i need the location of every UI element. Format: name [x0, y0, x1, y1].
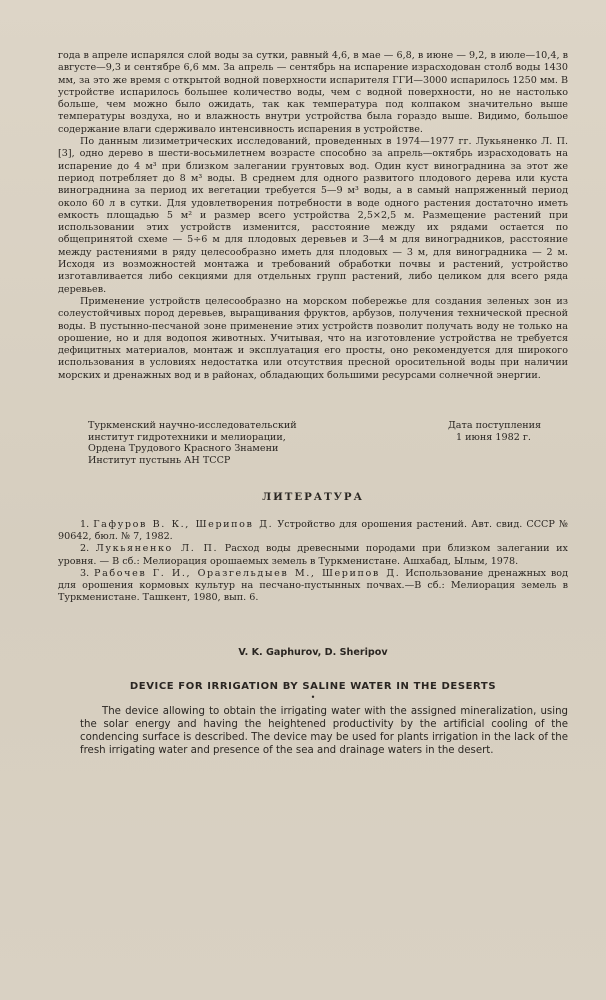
- body-paragraph-2: По данным лизиметрических исследований, проведенных в 1974—1977 гг. Лукьяненко Л. П. [3], одно дерево в шести-восьмилетнем возрасте способно за апрель—октябрь израсходовать на испарение до 4 м³ при близком залегании грунтовых вод. Один куст винограднина за этот же период потребляет до 8 м³ воды. В среднем для одного развитого плодового дерева или куста винограднина за период их вегетации требуется 5—9 м³ воды, а в самый напряженный период около 60 л в сутки. Для удовлетворения потребности в воде одного растения достаточно иметь емкость площадью 5 м² и размер всего устройства 2,5×2,5 м. Размещение растений при использовании этих устройств изменится, расстояние между их рядами остается по общепринятой схеме — 5÷6 м для плодовых деревьев и 3—4 м для виноградников, расстояние между растениями в ряду целесообразно иметь для плодовых — 3 м, для виноградника — 2 м. Исходя из возможностей монтажа и требований обработки почвы и растений, устройство изготавливается либо секциями для отдельных групп растений, либо целиком для всего ряда деревьев.: [58, 136, 568, 295]
- separator-dot: •: [310, 693, 316, 703]
- english-title: DEVICE FOR IRRIGATION BY SALINE WATER IN THE DESERTS: [129, 681, 497, 693]
- affiliation-line: Ордена Трудового Красного Знамени: [88, 443, 279, 455]
- received-date: [448, 420, 568, 466]
- abstract-text: The device allowing to obtain the irrigating water with the assigned mineralization, using the solar energy and having the heightened productivity by the artificial cooling of the condencing surface is described. The device may be used for plants irrigation in the lack of the fresh irrigating water and presence of the sea and drainage waters in the desert.: [80, 706, 568, 757]
- reference-item: [58, 568, 568, 605]
- reference-author: Лукьяненко Л. П.: [95, 543, 219, 555]
- institution-affiliation: [58, 420, 348, 466]
- reference-text: Использование дренажных вод для орошения кормовых культур на песчано-пустынных почвах.—В сб.: Мелиорация земель в Туркменистане. Ташкент, 1980, вып. 6.: [58, 567, 568, 604]
- reference-author: Гафуров В. К., Шерипов Д.: [93, 518, 274, 530]
- affiliation-line: институт гидротехники и мелиорации,: [88, 431, 286, 443]
- reference-number: 1.: [80, 518, 90, 530]
- reference-item: [58, 519, 568, 544]
- reference-text: Устройство для орошения растений. Авт. свид. СССР № 90642, бюл. № 7, 1982.: [58, 518, 568, 542]
- reference-number: 3.: [80, 567, 90, 579]
- body-paragraph-1: года в апреле испарялся слой воды за сутки, равный 4,6, в мае — 6,8, в июне — 9,2, в июле—10,4, в августе—9,3 и сентябре 6,6 мм. За апрель — сентябрь на испарение израсходован столб воды 1430 мм, за это же время с открытой водной поверхности испарителя ГГИ—3000 испарилось 1250 мм. В устройстве испарилось большее количество воды, чем с водной поверхности, но не настолько больше, чем можно было ожидать, так как температура под колпаком значительно выше температуры воздуха, но и влажность внутри устройства была гораздо выше. Видимо, большое содержание влаги сдерживало интенсивность испарения в устройстве.: [58, 50, 568, 135]
- reference-item: [58, 543, 568, 568]
- reference-list: [58, 519, 568, 605]
- literature-heading: ЛИТЕРАТУРА: [262, 491, 364, 504]
- affiliation-block: [58, 420, 568, 466]
- body-paragraph-3: Применение устройств целесообразно на морском побережье для создания зеленых зон из солеустойчивых пород деревьев, выращивания фруктов, арбузов, получения технической пресной воды. В пустынно-песчаной зоне применение этих устройств позволит получать воду не только на орошение, но и для водопоя животных. Учитывая, что на изготовление устройства не требуется дефицитных материалов, монтаж и эксплуатация его просты, оно рекомендуется для широкого использования в условиях недостатка или отсутствия пресной оросительной воды при наличии морских и дренажных вод и в районах, обладающих большими ресурсами солнечной энергии.: [58, 295, 568, 381]
- received-label: Дата поступления: [448, 420, 542, 432]
- reference-number: 2.: [80, 543, 90, 555]
- reference-author: Рабочев Г. И., Оразгельдыев М., Шерипов Д.: [94, 567, 401, 579]
- affiliation-line: Туркменский научно-исследовательский: [88, 420, 297, 432]
- english-abstract: [58, 705, 568, 757]
- received-value: 1 июня 1982 г.: [456, 431, 531, 443]
- reference-text: Расход воды древесными породами при близком залегании их уровня. — В сб.: Мелиорация орошаемых земель в Туркменистане. Ашхабад, Ылым, 1978.: [58, 543, 568, 567]
- affiliation-line: Институт пустынь АН ТССР: [88, 454, 231, 466]
- english-authors: V. K. Gaphurov, D. Sheripov: [238, 646, 388, 658]
